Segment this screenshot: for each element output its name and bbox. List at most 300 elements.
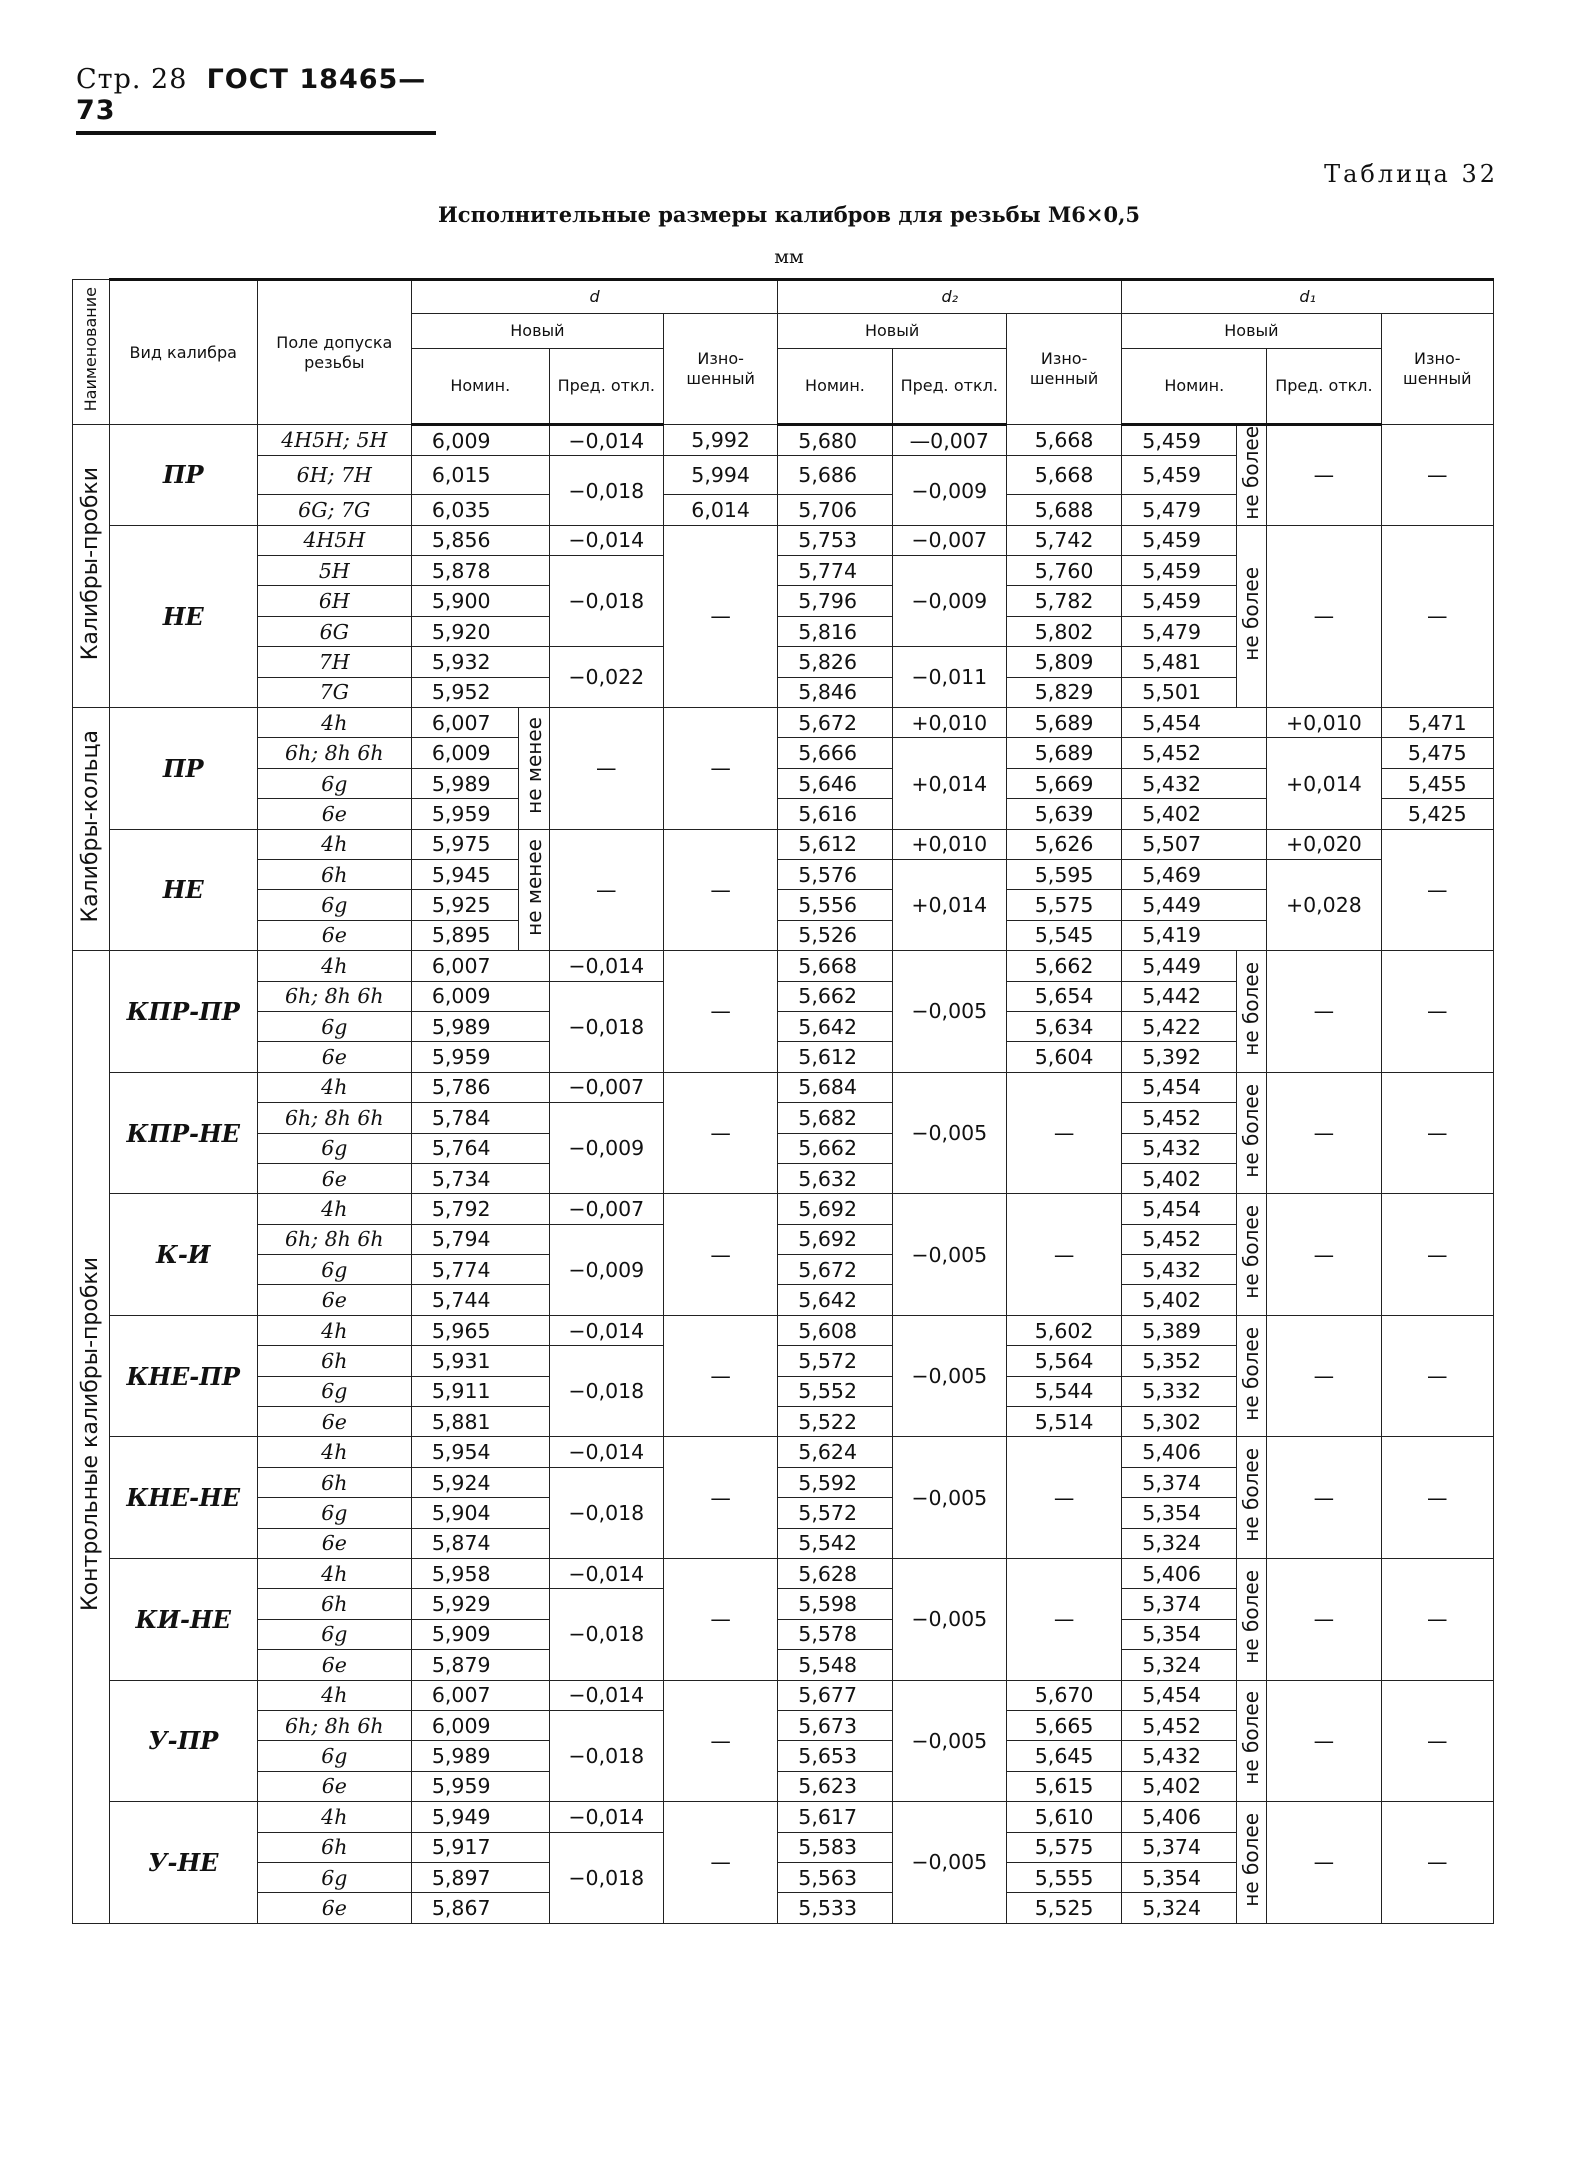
d2-deviation: −0,005 <box>892 1558 1006 1680</box>
d2-worn: 5,525 <box>1006 1893 1121 1923</box>
d1-deviation: +0,028 <box>1267 860 1381 951</box>
d-nominal: 5,897 <box>411 1862 549 1892</box>
d2-worn: 5,669 <box>1006 768 1121 798</box>
gauge-kind: КПР-ПР <box>109 951 257 1073</box>
tolerance-field: 6h <box>257 1346 411 1376</box>
d2-deviation: −0,005 <box>892 1437 1006 1559</box>
d-nominal: 6,009 <box>411 981 549 1011</box>
d2-deviation: +0,014 <box>892 860 1006 951</box>
tolerance-field: 6g <box>257 1255 411 1285</box>
d2-nominal: 5,617 <box>778 1802 892 1832</box>
d1-nominal: 5,469 <box>1122 860 1267 890</box>
gauge-kind: ПР <box>109 708 257 830</box>
d1-worn: 5,455 <box>1381 768 1493 798</box>
header-d1-new: Новый <box>1122 314 1381 349</box>
d1-nominal: 5,402 <box>1122 799 1267 829</box>
not-more-note: не более <box>1236 1802 1267 1924</box>
tolerance-field: 4h <box>257 951 411 981</box>
d2-deviation: −0,005 <box>892 1072 1006 1194</box>
d2-deviation: −0,009 <box>892 556 1006 647</box>
d2-deviation: −0,009 <box>892 456 1006 525</box>
tolerance-field: 4H5H <box>257 525 411 555</box>
d1-nominal: 5,452 <box>1122 738 1267 768</box>
d1-worn: 5,475 <box>1381 738 1493 768</box>
tolerance-field: 4H5H; 5H <box>257 425 411 456</box>
d2-nominal: 5,666 <box>778 738 892 768</box>
d2-nominal: 5,684 <box>778 1072 892 1102</box>
not-more-note: не более <box>1236 1194 1267 1316</box>
d-worn: — <box>663 1072 777 1194</box>
tolerance-field: 6g <box>257 1741 411 1771</box>
tolerance-field: 6g <box>257 890 411 920</box>
d2-nominal: 5,662 <box>778 1133 892 1163</box>
d2-deviation: −0,005 <box>892 1315 1006 1437</box>
d2-nominal: 5,692 <box>778 1194 892 1224</box>
d1-nominal: 5,507 <box>1122 829 1267 859</box>
not-more-note: не более <box>1236 525 1267 707</box>
header-d2-new: Новый <box>778 314 1007 349</box>
d-nominal: 5,989 <box>411 768 518 798</box>
tolerance-field: 6h <box>257 860 411 890</box>
table-row <box>73 951 1494 981</box>
d-deviation: −0,007 <box>549 1072 663 1102</box>
d-nominal: 5,945 <box>411 860 518 890</box>
tolerance-field: 6h; 8h 6h <box>257 738 411 768</box>
not-more-note: не более <box>1236 1315 1267 1437</box>
d-deviation: −0,014 <box>549 1315 663 1345</box>
tolerance-field: 6e <box>257 799 411 829</box>
table-row <box>73 525 1494 555</box>
tolerance-field: 6G; 7G <box>257 495 411 525</box>
d2-deviation: +0,010 <box>892 708 1006 738</box>
d1-nominal: 5,419 <box>1122 920 1267 950</box>
d-nominal: 5,874 <box>411 1528 549 1558</box>
d1-nominal: 5,324 <box>1122 1528 1236 1558</box>
d-nominal: 5,764 <box>411 1133 549 1163</box>
d-worn: — <box>663 1802 777 1924</box>
tolerance-field: 6e <box>257 1163 411 1193</box>
gauge-kind: НЕ <box>109 829 257 951</box>
d1-nominal: 5,422 <box>1122 1011 1236 1041</box>
d2-deviation: +0,014 <box>892 738 1006 829</box>
d-deviation: −0,018 <box>549 1346 663 1437</box>
tolerance-field: 4h <box>257 1680 411 1710</box>
d2-worn: 5,742 <box>1006 525 1121 555</box>
d1-worn: — <box>1381 1194 1493 1316</box>
header-d1-worn: Изно-шенный <box>1381 314 1493 425</box>
d-deviation: −0,014 <box>549 1680 663 1710</box>
d1-deviation: — <box>1267 1072 1381 1194</box>
tolerance-field: 6h; 8h 6h <box>257 1103 411 1133</box>
d-deviation: −0,018 <box>549 981 663 1072</box>
d1-nominal: 5,374 <box>1122 1589 1236 1619</box>
d2-nominal: 5,672 <box>778 708 892 738</box>
d2-worn: — <box>1006 1194 1121 1316</box>
gauge-kind: К-И <box>109 1194 257 1316</box>
d1-nominal: 5,324 <box>1122 1893 1236 1923</box>
d1-deviation: — <box>1267 1315 1381 1437</box>
d-worn: — <box>663 1437 777 1559</box>
d2-deviation: —0,007 <box>892 425 1006 456</box>
gauge-kind: ПР <box>109 425 257 526</box>
d-nominal: 5,909 <box>411 1619 549 1649</box>
d2-nominal: 5,686 <box>778 456 892 495</box>
d1-nominal: 5,449 <box>1122 890 1267 920</box>
d1-nominal: 5,354 <box>1122 1862 1236 1892</box>
d2-nominal: 5,682 <box>778 1103 892 1133</box>
page-number: Стр. 28 <box>76 64 188 95</box>
d2-nominal: 5,563 <box>778 1862 892 1892</box>
d1-nominal: 5,324 <box>1122 1650 1236 1680</box>
d-nominal: 5,959 <box>411 799 518 829</box>
d-nominal: 6,035 <box>411 495 549 525</box>
d-worn: 6,014 <box>663 495 777 525</box>
d2-deviation: −0,007 <box>892 525 1006 555</box>
header-kind: Вид калибра <box>109 280 257 425</box>
d-nominal: 5,920 <box>411 616 549 646</box>
d1-nominal: 5,392 <box>1122 1042 1236 1072</box>
d2-nominal: 5,632 <box>778 1163 892 1193</box>
d2-nominal: 5,598 <box>778 1589 892 1619</box>
d-deviation: −0,007 <box>549 1194 663 1224</box>
d-worn: — <box>663 525 777 707</box>
tolerance-field: 4h <box>257 1194 411 1224</box>
d-deviation: −0,014 <box>549 1558 663 1588</box>
d1-nominal: 5,406 <box>1122 1802 1236 1832</box>
d1-nominal: 5,432 <box>1122 1255 1236 1285</box>
d2-deviation: −0,005 <box>892 1802 1006 1924</box>
d1-deviation: — <box>1267 1802 1381 1924</box>
d2-nominal: 5,522 <box>778 1407 892 1437</box>
d2-nominal: 5,526 <box>778 920 892 950</box>
d2-worn: 5,668 <box>1006 456 1121 495</box>
table-row <box>73 738 1494 768</box>
d2-nominal: 5,552 <box>778 1376 892 1406</box>
d2-nominal: 5,668 <box>778 951 892 981</box>
d-nominal: 5,734 <box>411 1163 549 1193</box>
header-d2: d₂ <box>778 280 1122 314</box>
tolerance-field: 7H <box>257 647 411 677</box>
d1-deviation: — <box>1267 1680 1381 1802</box>
d1-worn: — <box>1381 1680 1493 1802</box>
header-d1-nom: Номин. <box>1122 349 1267 425</box>
d1-nominal: 5,454 <box>1122 1680 1236 1710</box>
not-more-note: не более <box>1236 1437 1267 1559</box>
d-nominal: 5,904 <box>411 1498 549 1528</box>
d1-nominal: 5,432 <box>1122 768 1267 798</box>
d1-worn: — <box>1381 1437 1493 1559</box>
group-label: Калибры-пробки <box>73 425 110 708</box>
d-deviation: −0,018 <box>549 1832 663 1923</box>
d2-worn: 5,662 <box>1006 951 1121 981</box>
not-less-note: не менее <box>519 829 550 951</box>
tolerance-field: 4h <box>257 1315 411 1345</box>
d-nominal: 5,932 <box>411 647 549 677</box>
d-deviation: −0,014 <box>549 425 663 456</box>
d-nominal: 5,965 <box>411 1315 549 1345</box>
d2-nominal: 5,662 <box>778 981 892 1011</box>
tolerance-field: 6H <box>257 586 411 616</box>
d1-nominal: 5,452 <box>1122 1710 1236 1740</box>
d1-deviation: — <box>1267 1194 1381 1316</box>
d-nominal: 6,007 <box>411 1680 549 1710</box>
d-nominal: 5,952 <box>411 677 549 707</box>
d2-worn: 5,615 <box>1006 1771 1121 1801</box>
page-header <box>76 64 436 135</box>
header-d: d <box>411 280 777 314</box>
d-deviation: −0,014 <box>549 1437 663 1467</box>
d2-nominal: 5,623 <box>778 1771 892 1801</box>
d2-nominal: 5,642 <box>778 1011 892 1041</box>
header-d1-dev: Пред. откл. <box>1267 349 1381 425</box>
d1-nominal: 5,432 <box>1122 1133 1236 1163</box>
tolerance-field: 6g <box>257 1376 411 1406</box>
table-row <box>73 1802 1494 1832</box>
gauge-kind: КНЕ-НЕ <box>109 1437 257 1559</box>
d1-deviation: +0,014 <box>1267 738 1381 829</box>
d-worn: 5,994 <box>663 456 777 495</box>
tolerance-field: 6H; 7H <box>257 456 411 495</box>
d1-deviation: +0,010 <box>1267 708 1381 738</box>
d2-worn: — <box>1006 1558 1121 1680</box>
d1-worn: — <box>1381 951 1493 1073</box>
d1-nominal: 5,479 <box>1122 616 1236 646</box>
table-row <box>73 1558 1494 1588</box>
d-nominal: 5,975 <box>411 829 518 859</box>
tolerance-field: 6h; 8h 6h <box>257 1710 411 1740</box>
d1-worn: — <box>1381 829 1493 951</box>
table-number: Таблица 32 <box>1324 160 1498 188</box>
d-worn: — <box>663 829 777 951</box>
d2-nominal: 5,642 <box>778 1285 892 1315</box>
d1-nominal: 5,459 <box>1122 556 1236 586</box>
d2-worn: 5,595 <box>1006 860 1121 890</box>
d-nominal: 5,794 <box>411 1224 549 1254</box>
d1-nominal: 5,402 <box>1122 1285 1236 1315</box>
d1-worn: — <box>1381 425 1493 526</box>
d2-worn: 5,545 <box>1006 920 1121 950</box>
d1-worn: — <box>1381 1802 1493 1924</box>
gauge-kind: У-ПР <box>109 1680 257 1802</box>
d2-nominal: 5,846 <box>778 677 892 707</box>
gauge-kind: КИ-НЕ <box>109 1558 257 1680</box>
tolerance-field: 6G <box>257 616 411 646</box>
header-d2-worn: Изно-шенный <box>1006 314 1121 425</box>
header-d-new: Новый <box>411 314 663 349</box>
d-nominal: 5,929 <box>411 1589 549 1619</box>
d2-nominal: 5,548 <box>778 1650 892 1680</box>
d-nominal: 5,856 <box>411 525 549 555</box>
d1-nominal: 5,332 <box>1122 1376 1236 1406</box>
d-deviation: −0,022 <box>549 647 663 708</box>
d-deviation: −0,018 <box>549 1710 663 1801</box>
tolerance-field: 6e <box>257 1407 411 1437</box>
d1-nominal: 5,501 <box>1122 677 1236 707</box>
table-row <box>73 829 1494 859</box>
d2-worn: 5,665 <box>1006 1710 1121 1740</box>
d2-nominal: 5,774 <box>778 556 892 586</box>
table-row <box>73 708 1494 738</box>
d2-nominal: 5,680 <box>778 425 892 456</box>
d2-worn: 5,634 <box>1006 1011 1121 1041</box>
d2-deviation: −0,005 <box>892 1680 1006 1802</box>
tolerance-field: 4h <box>257 829 411 859</box>
d1-deviation: — <box>1267 1558 1381 1680</box>
d2-nominal: 5,572 <box>778 1346 892 1376</box>
d-deviation: −0,018 <box>549 456 663 525</box>
d2-nominal: 5,672 <box>778 1255 892 1285</box>
table-row <box>73 1194 1494 1224</box>
d1-deviation: — <box>1267 425 1381 526</box>
d-nominal: 5,878 <box>411 556 549 586</box>
d1-deviation: — <box>1267 1437 1381 1559</box>
d1-nominal: 5,432 <box>1122 1741 1236 1771</box>
tolerance-field: 4h <box>257 1072 411 1102</box>
tolerance-field: 5H <box>257 556 411 586</box>
header-field: Поле допуска резьбы <box>257 280 411 425</box>
tolerance-field: 6h; 8h 6h <box>257 1224 411 1254</box>
d-deviation: −0,018 <box>549 556 663 647</box>
d2-worn: 5,829 <box>1006 677 1121 707</box>
d2-worn: 5,670 <box>1006 1680 1121 1710</box>
d-nominal: 5,959 <box>411 1771 549 1801</box>
d1-nominal: 5,479 <box>1122 495 1236 525</box>
d2-nominal: 5,628 <box>778 1558 892 1588</box>
d-nominal: 5,925 <box>411 890 518 920</box>
d1-nominal: 5,454 <box>1122 1072 1236 1102</box>
d-nominal: 5,958 <box>411 1558 549 1588</box>
d1-nominal: 5,459 <box>1122 525 1236 555</box>
gauge-kind: КНЕ-ПР <box>109 1315 257 1437</box>
d2-nominal: 5,578 <box>778 1619 892 1649</box>
group-label: Калибры-кольца <box>73 708 110 951</box>
d-nominal: 5,949 <box>411 1802 549 1832</box>
d-nominal: 5,917 <box>411 1832 549 1862</box>
header-d-nom: Номин. <box>411 349 549 425</box>
d2-worn: 5,760 <box>1006 556 1121 586</box>
d2-deviation: +0,010 <box>892 829 1006 859</box>
table-row <box>73 1437 1494 1467</box>
d2-nominal: 5,753 <box>778 525 892 555</box>
table-row <box>73 860 1494 890</box>
d2-nominal: 5,542 <box>778 1528 892 1558</box>
d2-worn: 5,639 <box>1006 799 1121 829</box>
tolerance-field: 4h <box>257 708 411 738</box>
d-nominal: 5,792 <box>411 1194 549 1224</box>
d-deviation: — <box>549 708 663 830</box>
d-deviation: −0,018 <box>549 1589 663 1680</box>
d-nominal: 5,911 <box>411 1376 549 1406</box>
tolerance-field: 4h <box>257 1437 411 1467</box>
d-nominal: 5,881 <box>411 1407 549 1437</box>
tolerance-field: 6e <box>257 1771 411 1801</box>
d2-nominal: 5,616 <box>778 799 892 829</box>
table-row <box>73 425 1494 456</box>
standard-number: ГОСТ 18465—73 <box>76 64 427 126</box>
tolerance-field: 6h <box>257 1589 411 1619</box>
d1-nominal: 5,406 <box>1122 1558 1236 1588</box>
d1-nominal: 5,454 <box>1122 708 1267 738</box>
d2-nominal: 5,533 <box>778 1893 892 1923</box>
table-row <box>73 1680 1494 1710</box>
tolerance-field: 4h <box>257 1558 411 1588</box>
d1-nominal: 5,402 <box>1122 1163 1236 1193</box>
d2-nominal: 5,796 <box>778 586 892 616</box>
tolerance-field: 6e <box>257 1528 411 1558</box>
d2-deviation: −0,011 <box>892 647 1006 708</box>
d1-nominal: 5,481 <box>1122 647 1236 677</box>
d2-worn: 5,689 <box>1006 708 1121 738</box>
d-deviation: −0,014 <box>549 951 663 981</box>
d-nominal: 5,786 <box>411 1072 549 1102</box>
d-nominal: 5,931 <box>411 1346 549 1376</box>
d-worn: — <box>663 1680 777 1802</box>
d-deviation: −0,009 <box>549 1103 663 1194</box>
d1-nominal: 5,352 <box>1122 1346 1236 1376</box>
d2-nominal: 5,826 <box>778 647 892 677</box>
d1-deviation: — <box>1267 525 1381 707</box>
table-row <box>73 1072 1494 1102</box>
d2-nominal: 5,576 <box>778 860 892 890</box>
d2-nominal: 5,692 <box>778 1224 892 1254</box>
d2-nominal: 5,706 <box>778 495 892 525</box>
header-name: Наименование <box>73 280 110 425</box>
group-label: Контрольные калибры-пробки <box>73 951 110 1924</box>
d1-nominal: 5,374 <box>1122 1467 1236 1497</box>
tolerance-field: 6g <box>257 1133 411 1163</box>
d2-worn: — <box>1006 1437 1121 1559</box>
d-nominal: 5,744 <box>411 1285 549 1315</box>
d1-nominal: 5,452 <box>1122 1103 1236 1133</box>
d1-worn: — <box>1381 1558 1493 1680</box>
tolerance-field: 6e <box>257 920 411 950</box>
d2-worn: 5,544 <box>1006 1376 1121 1406</box>
d2-worn: 5,555 <box>1006 1862 1121 1892</box>
d1-nominal: 5,302 <box>1122 1407 1236 1437</box>
d2-worn: 5,604 <box>1006 1042 1121 1072</box>
d1-nominal: 5,459 <box>1122 456 1236 495</box>
d-nominal: 6,009 <box>411 738 518 768</box>
d-nominal: 5,989 <box>411 1011 549 1041</box>
table-title: Исполнительные размеры калибров для резьбы М6×0,5 <box>437 202 1141 227</box>
d2-deviation: −0,005 <box>892 951 1006 1073</box>
d2-nominal: 5,592 <box>778 1467 892 1497</box>
d-nominal: 5,784 <box>411 1103 549 1133</box>
d1-nominal: 5,449 <box>1122 951 1236 981</box>
d-worn: 5,992 <box>663 425 777 456</box>
d1-worn: 5,471 <box>1381 708 1493 738</box>
d1-nominal: 5,406 <box>1122 1437 1236 1467</box>
d-nominal: 5,895 <box>411 920 518 950</box>
d-worn: — <box>663 1194 777 1316</box>
d2-nominal: 5,612 <box>778 1042 892 1072</box>
d-nominal: 5,867 <box>411 1893 549 1923</box>
d-deviation: −0,009 <box>549 1224 663 1315</box>
tolerance-field: 6g <box>257 1011 411 1041</box>
d-nominal: 6,007 <box>411 951 549 981</box>
not-more-note: не более <box>1236 1558 1267 1680</box>
d1-nominal: 5,442 <box>1122 981 1236 1011</box>
d1-worn: — <box>1381 1072 1493 1194</box>
table-row <box>73 1315 1494 1345</box>
d-nominal: 6,009 <box>411 425 549 456</box>
header-d-dev: Пред. откл. <box>549 349 663 425</box>
table-unit: мм <box>774 246 804 268</box>
not-more-note: не более <box>1236 951 1267 1073</box>
not-more-note: не более <box>1236 425 1267 526</box>
d-nominal: 6,015 <box>411 456 549 495</box>
d2-worn: — <box>1006 1072 1121 1194</box>
